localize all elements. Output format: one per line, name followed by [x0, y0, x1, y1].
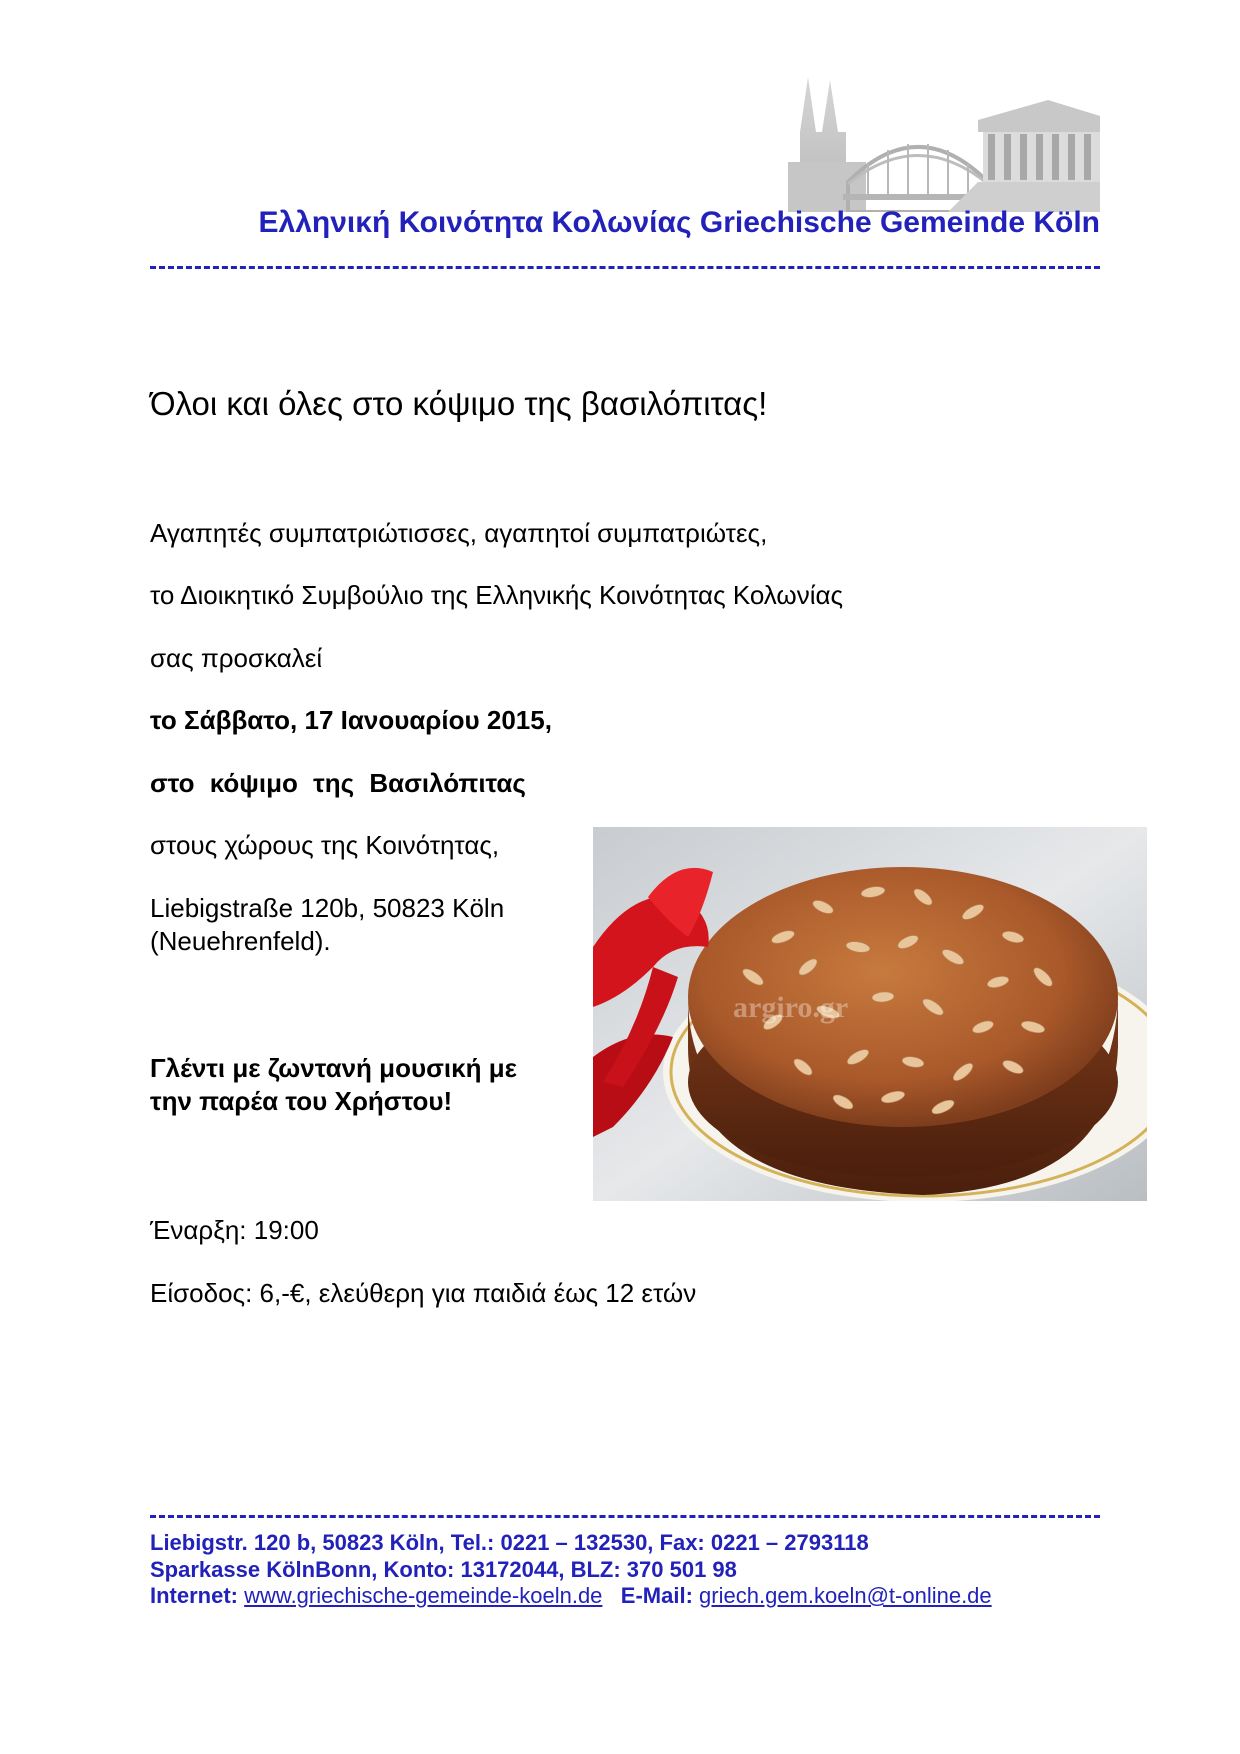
photo-watermark: argiro.gr	[733, 991, 849, 1024]
entry-fee: Είσοδος: 6,-€, ελεύθερη για παιδιά έως 12 ετών	[150, 1278, 697, 1308]
greeting-text: Αγαπητές συμπατριώτισσες, αγαπητοί συμπατριώτες,	[150, 518, 768, 548]
address-line-1: Liebigstraße 120b, 50823 Köln	[150, 893, 505, 923]
vasilopita-cake-photo	[593, 827, 1147, 1201]
email-link[interactable]: griech.gem.koeln@t-online.de	[699, 1583, 992, 1608]
internet-label: Internet:	[150, 1583, 238, 1608]
cologne-cathedral-bridge-acropolis-logo	[788, 72, 1100, 212]
event-date: το Σάββατο, 17 Ιανουαρίου 2015,	[150, 705, 552, 735]
organization-title: Ελληνική Κοινότητα Κολωνίας Griechische Gemeinde Köln	[258, 206, 1100, 239]
header-divider	[150, 266, 1100, 269]
venue-text: στους χώρους της Κοινότητας,	[150, 830, 500, 860]
footer-address: Liebigstr. 120 b, 50823 Köln, Tel.: 0221 – 132530, Fax: 0221 – 2793118	[150, 1530, 869, 1555]
music-line-2: την παρέα του Χρήστου!	[150, 1086, 453, 1116]
invite-text: σας προσκαλεί	[150, 643, 323, 673]
address-line-2: (Neuehrenfeld).	[150, 926, 331, 956]
start-time: Έναρξη: 19:00	[150, 1215, 319, 1245]
board-text: το Διοικητικό Συμβούλιο της Ελληνικής Κοινότητας Κολωνίας	[150, 580, 844, 610]
website-link[interactable]: www.griechische-gemeinde-koeln.de	[244, 1583, 603, 1608]
email-label: E-Mail:	[620, 1583, 693, 1608]
footer-contact	[150, 1583, 992, 1609]
footer-divider	[150, 1515, 1100, 1518]
music-line-1: Γλέντι με ζωντανή μουσική με	[150, 1053, 517, 1083]
page-title: Όλοι και όλες στο κόψιμο της βασιλόπιτας!	[150, 385, 768, 422]
event-name: στο κόψιμο της Βασιλόπιτας	[150, 768, 526, 798]
footer-bank: Sparkasse KölnBonn, Konto: 13172044, BLZ: 370 501 98	[150, 1557, 737, 1582]
